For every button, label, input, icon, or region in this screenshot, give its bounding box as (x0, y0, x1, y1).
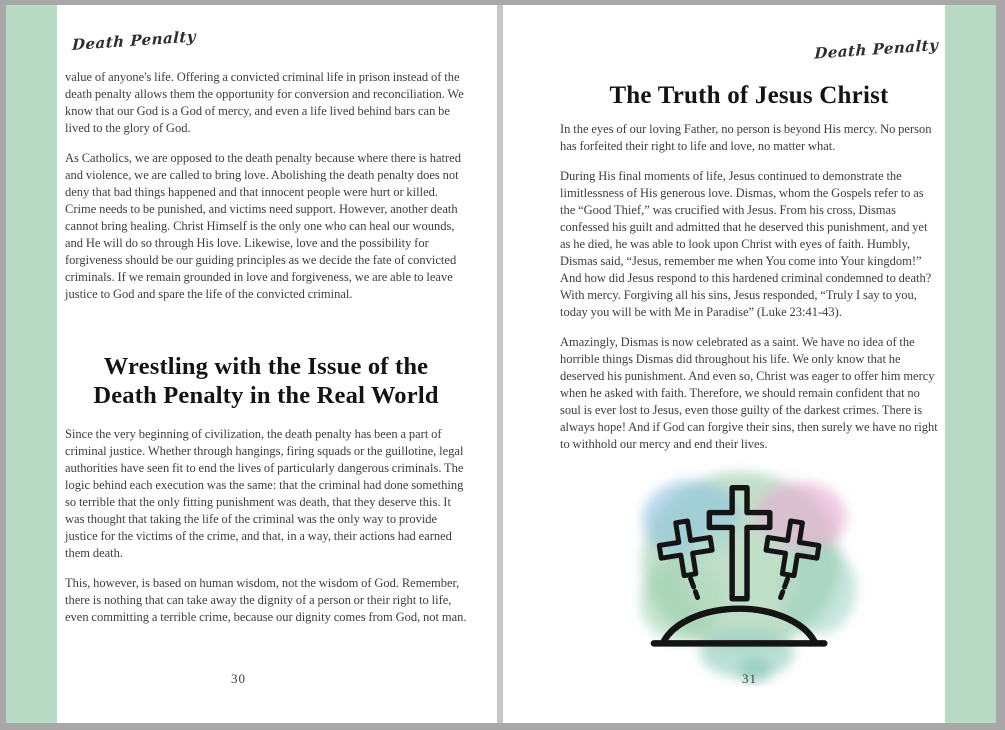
running-header-script: Death Penalty (813, 35, 939, 63)
section-heading: The Truth of Jesus Christ (609, 82, 889, 109)
page-edge-band-right (945, 5, 996, 723)
body-paragraph: value of anyone's life. Offering a convicted criminal life in prison instead of the death penalty allows them the opportunity for conversion and reconciliation. We know that our God is a God of mercy, and even a life lived behind bars can be lived to the glory of God. (65, 70, 464, 135)
page-number: 31 (742, 671, 757, 686)
running-header-row (65, 27, 467, 64)
page-right (503, 5, 996, 723)
three-crosses-watercolor-illustration (630, 462, 868, 686)
illustration-container (560, 462, 938, 686)
body-paragraph: In the eyes of our loving Father, no person is beyond His mercy. No person has forfeited their right to life and love, no matter what. (560, 122, 932, 153)
body-paragraph: During His final moments of life, Jesus continued to demonstrate the limitlessness of His generous love. Dismas, whom the Gospels refer to as the “Good Thief,” was crucified with Jesus. From his cross, Dismas confessed his guilt and admitted that he deserved this punishment, and yet as he died, he was able to look upon Christ with eyes of faith. Humbly, Dismas said, “Jesus, remember me when You come into Your kingdom!” And how did Jesus respond to this hardened criminal condemned to death? With mercy. Forgiving all his sins, Jesus responded, “Truly I say to you, today you will be with Me in Paradise” (Luke 23:41-43). (560, 169, 932, 319)
page-right-content (560, 5, 938, 723)
body-paragraph: Since the very beginning of civilization, the death penalty has been a part of criminal justice. Whether through hangings, firing squads or the guillotine, legal authorities have seen fit to end the lives of particularly dangerous criminals. The logic behind each execution was the same: that the criminal had done something so terrible that the only fitting punishment was death, that they deserve this. It was thought that taking the life of the criminal was the only way to provide justice for the victims of the crime, and that, in a way, their actions had earned them death. (65, 427, 464, 560)
page-left-content (65, 5, 467, 723)
running-header-row (560, 36, 938, 64)
page-number: 30 (231, 671, 246, 686)
section-heading-line: Wrestling with the Issue of the (103, 353, 429, 380)
running-header-script: Death Penalty (71, 27, 197, 55)
body-paragraph: As Catholics, we are opposed to the death penalty because where there is hatred and violence, we are called to bring love. Abolishing the death penalty does not deny that bad things happened and that innocent people were hurt or killed. Crime needs to be punished, and victims need support. However, another death cannot bring healing. Christ Himself is the only one who can heal our wounds, and He will do so through His love. Likewise, love and the possibility for forgiveness should be our guiding principles as we decide the fate of convicted criminals. If we remain grounded in love and forgiveness, we are able to leave justice to God and spare the life of the convicted criminal. (65, 151, 461, 301)
body-paragraph: Amazingly, Dismas is now celebrated as a saint. We have no idea of the horrible things Dismas did throughout his life. We only know that he deserved his punishment. And even so, Christ was eager to offer him mercy when he asked with faith. Therefore, we should remain confident that no soul is ever lost to Jesus, even those guilty of the darkest crimes. There is always hope! And if God can forgive their sins, then surely we have no right to withhold our mercy and end their lives. (560, 335, 938, 451)
section-heading (65, 352, 467, 410)
section-heading-line: Death Penalty in the Real World (93, 382, 439, 409)
page-left (6, 5, 497, 723)
page-edge-band-left (6, 5, 57, 723)
body-paragraph: This, however, is based on human wisdom, not the wisdom of God. Remember, there is nothing that can take away the dignity of a person or their right to life, even committing a terrible crime, because our dignity comes from God, not man. (65, 576, 467, 624)
